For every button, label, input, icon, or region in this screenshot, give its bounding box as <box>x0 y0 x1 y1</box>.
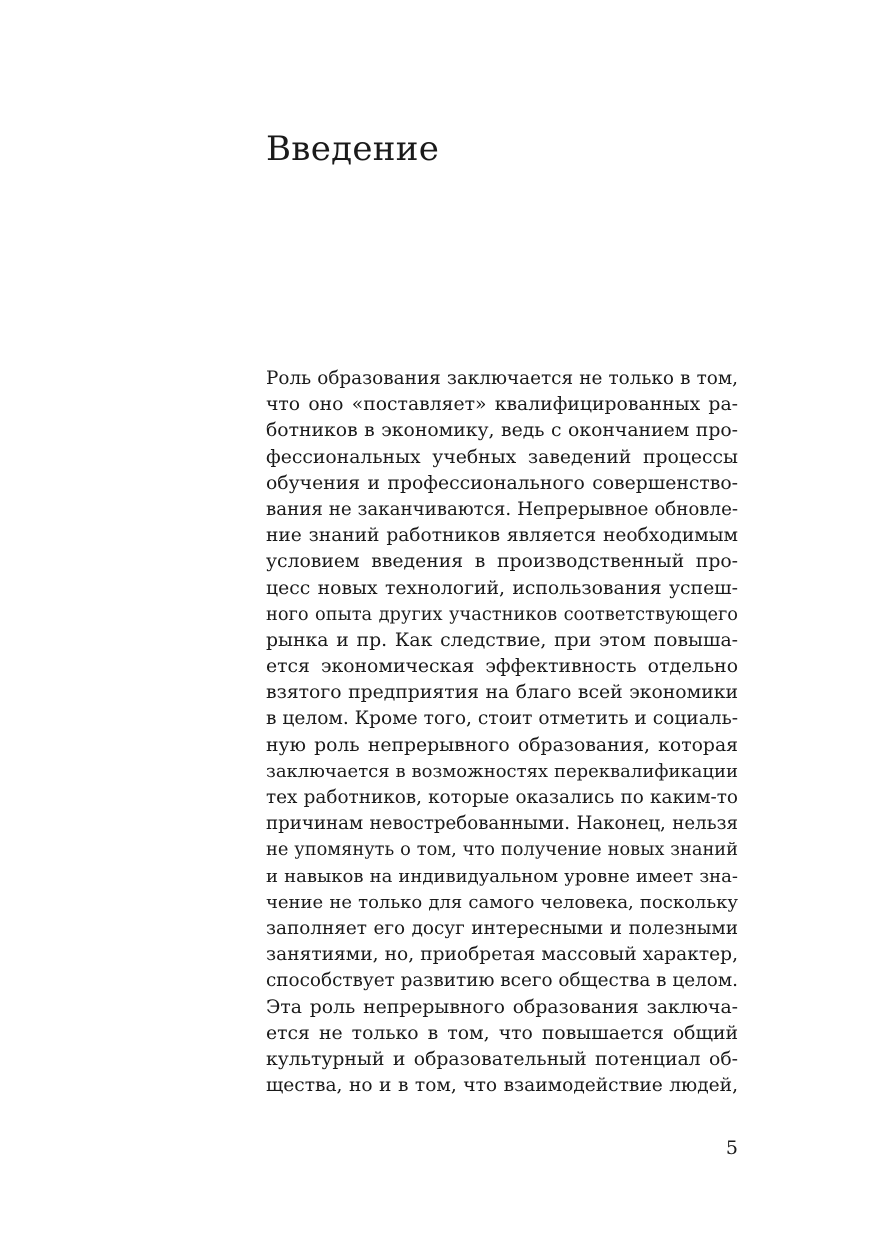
text-line: заключается в возможностях переквалификации <box>266 760 738 782</box>
text-line: ние знаний работников является необходимым <box>266 525 738 547</box>
text-line: причинам невостребованными. Наконец, нельзя <box>266 813 738 835</box>
text-line: Эта роль непрерывного образования заключа- <box>266 996 738 1018</box>
text-line: заполняет его досуг интересными и полезными <box>266 917 738 939</box>
text-line: вания не заканчиваются. Непрерывное обновле- <box>266 498 738 520</box>
text-line: тех работников, которые оказались по каким-то <box>266 787 738 808</box>
text-line: щества, но и в том, что взаимодействие людей, <box>266 1075 738 1097</box>
body-paragraph <box>266 366 738 1099</box>
text-line: рынка и пр. Как следствие, при этом повыша- <box>266 629 738 651</box>
text-line: занятиями, но, приобретая массовый характер, <box>266 944 738 966</box>
text-line: ную роль непрерывного образования, которая <box>266 734 738 756</box>
text-line: и навыков на индивидуальном уровне имеет зна- <box>266 865 738 887</box>
page-number: 5 <box>725 1137 738 1159</box>
text-line: цесс новых технологий, использования успеш- <box>266 577 738 599</box>
text-line: ного опыта других участников соответствующего <box>266 603 738 625</box>
text-line: что оно «поставляет» квалифицированных ра- <box>266 394 738 416</box>
text-line: Роль образования заключается не только в том, <box>266 368 738 389</box>
text-line: ется экономическая эффективность отдельно <box>266 656 738 678</box>
text-line: в целом. Кроме того, стоит отметить и социаль- <box>266 708 738 730</box>
text-line: фессиональных учебных заведений процессы <box>266 446 738 468</box>
text-line: условием введения в производственный про- <box>266 551 738 573</box>
text-line: не упомянуть о том, что получение новых знаний <box>266 839 738 861</box>
text-line: способствует развитию всего общества в целом. <box>266 970 738 992</box>
text-line: чение не только для самого человека, поскольку <box>266 891 738 913</box>
text-line: взятого предприятия на благо всей экономики <box>266 682 738 704</box>
text-line: ется не только в том, что повышается общий <box>266 1022 738 1044</box>
text-line: обучения и профессионального совершенство- <box>266 472 738 494</box>
chapter-title: Введение <box>266 129 440 169</box>
text-line: ботников в экономику, ведь с окончанием про- <box>266 420 738 442</box>
text-line: культурный и образовательный потенциал об- <box>266 1048 738 1070</box>
